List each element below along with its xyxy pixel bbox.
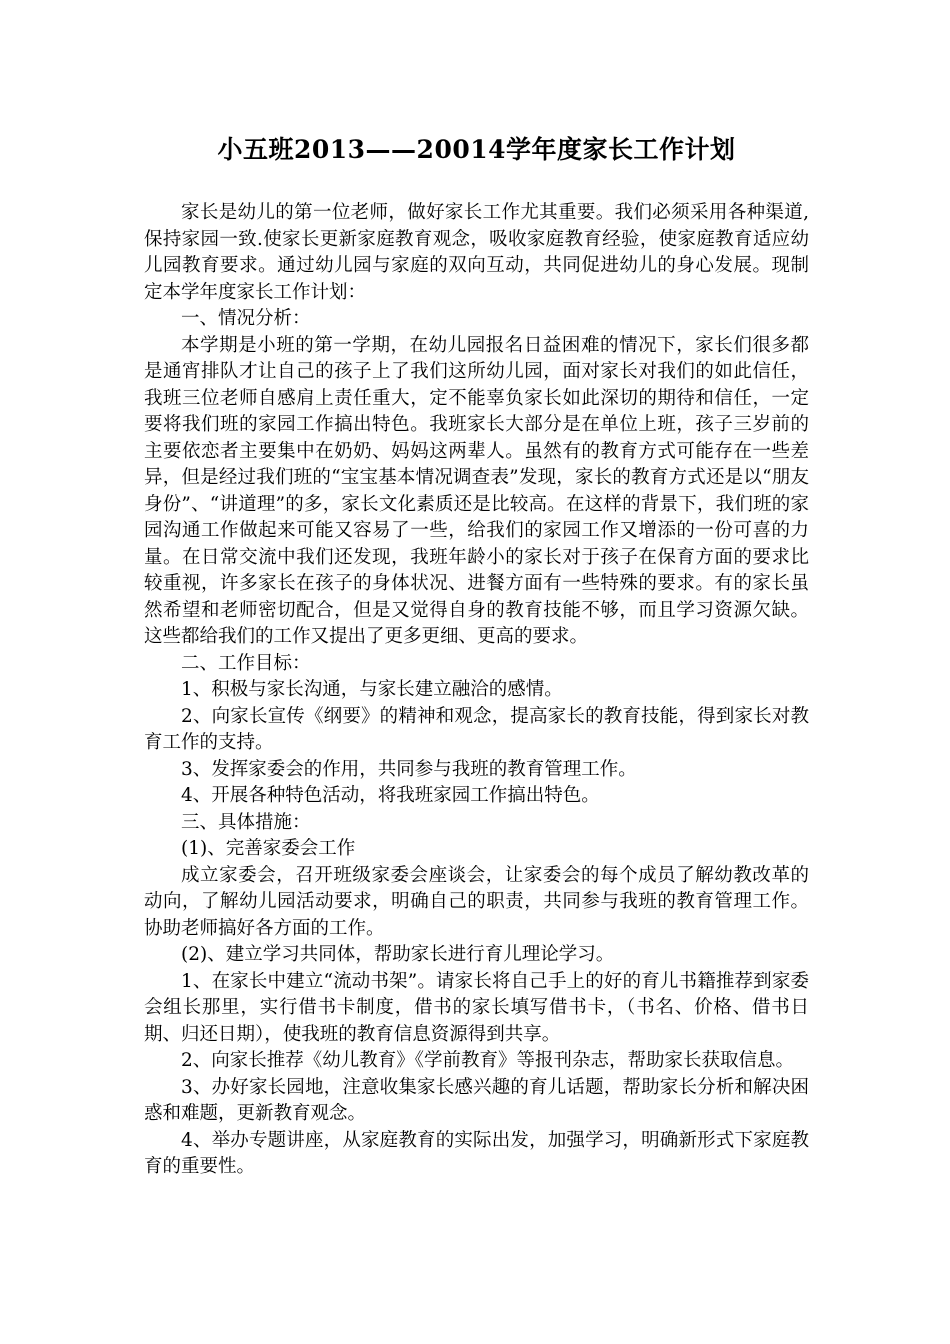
document-title: 小五班2013——20014学年度家长工作计划 xyxy=(217,135,736,164)
intro-paragraph: 家长是幼儿的第一位老师，做好家长工作尤其重要。我们必须采用各种渠道,保持家园一致.使家长更新家庭教育观念，吸收家庭教育经验，使家庭教育适应幼儿园教育要求。通过幼儿园与家庭的双向互动，共同促进幼儿的身心发展。现制定本学年度家长工作计划： xyxy=(144,202,809,303)
subsection-heading-learning: (2)、建立学习共同体，帮助家长进行育儿理论学习。 xyxy=(181,944,615,965)
analysis-paragraph: 本学期是小班的第一学期，在幼儿园报名日益困难的情况下，家长们很多都是通宵排队才让自己的孩子上了我们这所幼儿园，面对家长对我们的如此信任，我班三位老师自感肩上责任重大，定不能辜负家长如此深切的期待和信任，一定要将我们班的家园工作搞出特色。我班家长大部分是在单位上班，孩子三岁前的主要依恋者主要集中在奶奶、妈妈这两辈人。虽然有的教育方式可能存在一些差异，但是经过我们班的“宝宝基本情况调查表”发现，家长的教育方式还是以“朋友身份”、“讲道理”的多，家长文化素质还是比较高。在这样的背景下，我们班的家园沟通工作做起来可能又容易了一些，给我们的家园工作又增添的一份可喜的力量。在日常交流中我们还发现，我班年龄小的家长对于孩子在保育方面的要求比较重视，许多家长在孩子的身体状况、进餐方面有一些特殊的要求。有的家长虽然希望和老师密切配合，但是又觉得自身的教育技能不够，而且学习资源欠缺。这些都给我们的工作又提出了更多更细、更高的要求。 xyxy=(144,334,809,647)
section-heading-analysis: 一、情况分析： xyxy=(181,308,311,329)
section-heading-measures: 三、具体措施： xyxy=(181,811,311,833)
goal-item: 1、积极与家长沟通，与家长建立融洽的感情。 xyxy=(181,679,563,700)
committee-paragraph: 成立家委会，召开班级家委会座谈会，让家委会的每个成员了解幼教改革的动向，了解幼儿园活动要求，明确自己的职责，共同参与我班的教育管理工作。协助老师搞好各方面的工作。 xyxy=(144,864,809,939)
measure-item: 2、向家长推荐《幼儿教育》《学前教育》等报刊杂志，帮助家长获取信息。 xyxy=(181,1050,795,1071)
goal-item: 4、开展各种特色活动，将我班家园工作搞出特色。 xyxy=(181,785,600,806)
measure-item: 4、举办专题讲座，从家庭教育的实际出发，加强学习，明确新形式下家庭教育的重要性。 xyxy=(144,1129,809,1177)
measure-item: 1、在家长中建立“流动书架”。请家长将自己手上的好的育儿书籍推荐到家委会组长那里，实行借书卡制度，借书的家长填写借书卡，（书名、价格、借书日期、归还日期），使我班的教育信息资源得到共享。 xyxy=(144,970,809,1045)
goal-item: 3、发挥家委会的作用，共同参与我班的教育管理工作。 xyxy=(181,758,637,780)
document-page xyxy=(144,130,809,1181)
subsection-heading-committee: (1)、完善家委会工作 xyxy=(181,838,356,859)
section-heading-goals: 二、工作目标： xyxy=(181,652,311,674)
measure-item: 3、办好家长园地，注意收集家长感兴趣的育儿话题，帮助家长分析和解决困惑和难题，更新教育观念。 xyxy=(144,1076,809,1124)
goal-item: 2、向家长宣传《纲要》的精神和观念，提高家长的教育技能，得到家长对教育工作的支持。 xyxy=(144,705,809,753)
document-body xyxy=(144,200,809,1181)
